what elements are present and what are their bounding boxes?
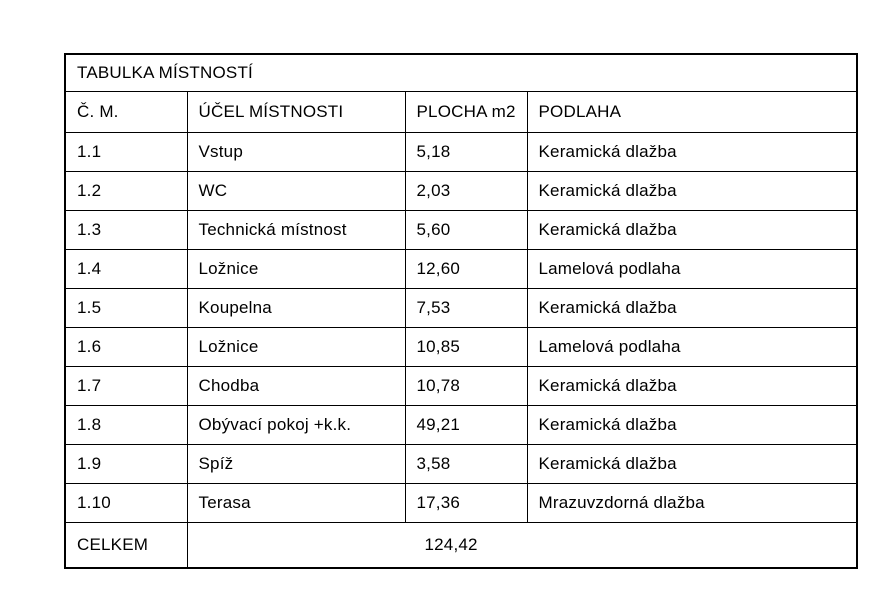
table-row: [65, 250, 857, 289]
cell-room-area: 12,60: [405, 250, 527, 289]
room-schedule-sheet: [64, 53, 856, 569]
table-row: [65, 484, 857, 523]
cell-room-floor: Keramická dlažba: [527, 367, 857, 406]
cell-room-floor: Keramická dlažba: [527, 445, 857, 484]
cell-room-floor: Keramická dlažba: [527, 289, 857, 328]
table-header-row: [65, 92, 857, 133]
cell-room-area: 3,58: [405, 445, 527, 484]
cell-room-floor: Mrazuvzdorná dlažba: [527, 484, 857, 523]
cell-room-floor: Keramická dlažba: [527, 406, 857, 445]
cell-room-floor: Keramická dlažba: [527, 211, 857, 250]
total-value-cell: [187, 523, 857, 569]
cell-room-area: 5,60: [405, 211, 527, 250]
table-title: TABULKA MÍSTNOSTÍ: [65, 54, 857, 92]
table-row: [65, 289, 857, 328]
table-body: [65, 54, 857, 568]
cell-room-purpose: Spíž: [187, 445, 405, 484]
cell-room-number: 1.7: [65, 367, 187, 406]
total-value: 124,42: [424, 534, 478, 554]
table-row: [65, 172, 857, 211]
cell-room-number: 1.1: [65, 133, 187, 172]
cell-room-purpose: Technická místnost: [187, 211, 405, 250]
cell-room-purpose: Obývací pokoj +k.k.: [187, 406, 405, 445]
cell-room-number: 1.5: [65, 289, 187, 328]
cell-room-number: 1.4: [65, 250, 187, 289]
cell-room-number: 1.8: [65, 406, 187, 445]
cell-room-floor: Lamelová podlaha: [527, 250, 857, 289]
table-title-row: [65, 54, 857, 92]
cell-room-number: 1.10: [65, 484, 187, 523]
cell-room-area: 2,03: [405, 172, 527, 211]
cell-room-number: 1.6: [65, 328, 187, 367]
total-label: CELKEM: [65, 523, 187, 569]
room-schedule-table: [64, 53, 858, 569]
table-row: [65, 445, 857, 484]
cell-room-floor: Keramická dlažba: [527, 133, 857, 172]
cell-room-area: 10,85: [405, 328, 527, 367]
cell-room-purpose: Vstup: [187, 133, 405, 172]
column-header-number: Č. M.: [65, 92, 187, 133]
table-row: [65, 328, 857, 367]
column-header-area: PLOCHA m2: [405, 92, 527, 133]
cell-room-number: 1.2: [65, 172, 187, 211]
cell-room-purpose: Koupelna: [187, 289, 405, 328]
cell-room-area: 49,21: [405, 406, 527, 445]
column-header-floor: PODLAHA: [527, 92, 857, 133]
table-row: [65, 211, 857, 250]
cell-room-purpose: Ložnice: [187, 328, 405, 367]
column-header-purpose: ÚČEL MÍSTNOSTI: [187, 92, 405, 133]
cell-room-area: 17,36: [405, 484, 527, 523]
table-row: [65, 406, 857, 445]
cell-room-floor: Keramická dlažba: [527, 172, 857, 211]
cell-room-purpose: Ložnice: [187, 250, 405, 289]
table-row: [65, 367, 857, 406]
cell-room-number: 1.9: [65, 445, 187, 484]
cell-room-area: 7,53: [405, 289, 527, 328]
cell-room-purpose: WC: [187, 172, 405, 211]
cell-room-purpose: Chodba: [187, 367, 405, 406]
cell-room-number: 1.3: [65, 211, 187, 250]
cell-room-floor: Lamelová podlaha: [527, 328, 857, 367]
cell-room-area: 5,18: [405, 133, 527, 172]
cell-room-purpose: Terasa: [187, 484, 405, 523]
table-total-row: [65, 523, 857, 569]
table-row: [65, 133, 857, 172]
cell-room-area: 10,78: [405, 367, 527, 406]
